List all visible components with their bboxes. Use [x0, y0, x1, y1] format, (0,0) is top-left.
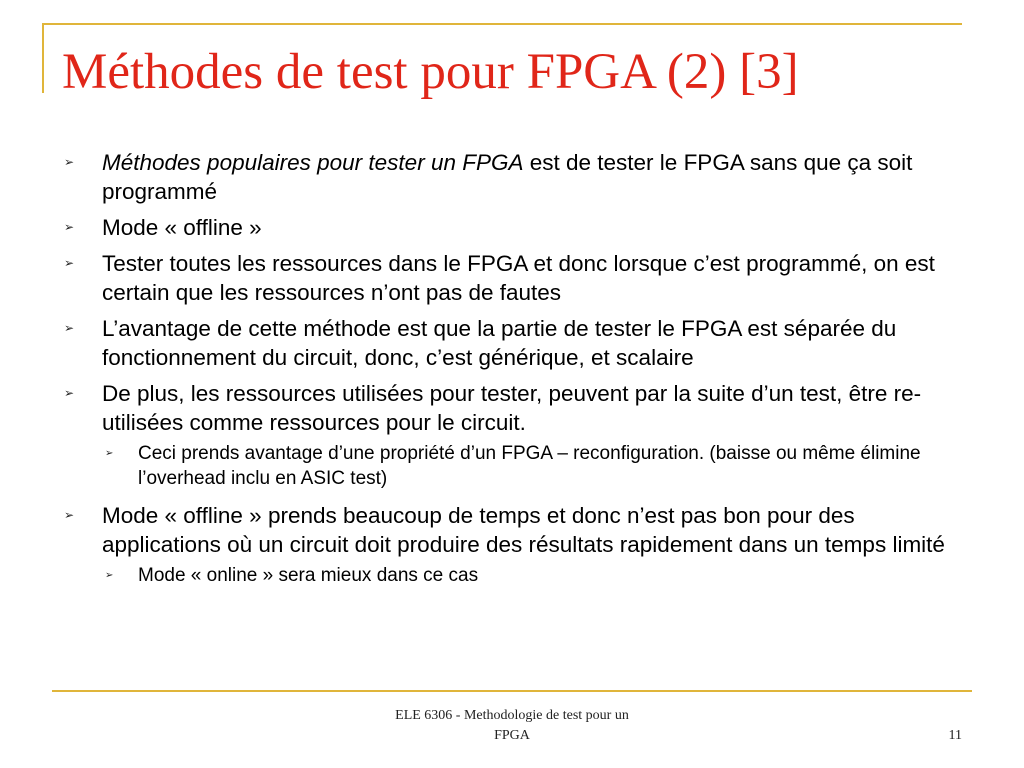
- footer-course-title: [352, 706, 672, 746]
- bullet-text: est de tester le FPGA sans que ça soit programmé: [102, 150, 913, 204]
- bullet-text: Tester toutes les ressources dans le FPGA et donc lorsque c’est programmé, on est certain que les ressources n’ont pas de fautes: [102, 251, 935, 305]
- bullet-italic-text: Méthodes populaires pour tester un FPGA: [102, 150, 524, 175]
- sub-bullet-text: Mode « online » sera mieux dans ce cas: [138, 565, 479, 586]
- bullet-item: [60, 314, 968, 372]
- bullet-item: [60, 249, 968, 307]
- left-accent-line: [42, 23, 44, 93]
- sub-bullet-text: Ceci prends avantage d’une propriété d’un FPGA – reconfiguration. (baisse ou même élimine l’overhead inclu en ASIC test): [138, 443, 921, 489]
- right-arrow-bullet-icon: ➢: [64, 220, 75, 234]
- bullet-text: De plus, les ressources utilisées pour tester, peuvent par la suite d’un test, être re-utilisées comme ressources pour le circuit.: [102, 381, 922, 435]
- slide-title: Méthodes de test pour FPGA (2) [3]: [62, 44, 799, 100]
- right-arrow-bullet-icon: ➢: [64, 321, 75, 335]
- page-number: 11: [948, 728, 962, 743]
- right-arrow-bullet-icon: ➢: [105, 570, 114, 581]
- sub-bullet-item: [60, 563, 968, 588]
- right-arrow-bullet-icon: ➢: [64, 386, 75, 400]
- bullet-text: L’avantage de cette méthode est que la partie de tester le FPGA est séparée du fonctionnement du circuit, donc, c’est générique, et scalaire: [102, 316, 897, 370]
- top-accent-line: [42, 23, 962, 25]
- right-arrow-bullet-icon: ➢: [64, 508, 75, 522]
- bullet-text: Mode « offline »: [102, 215, 262, 240]
- sub-bullet-item: [60, 441, 968, 491]
- bullet-item: [60, 501, 968, 559]
- right-arrow-bullet-icon: ➢: [64, 155, 75, 169]
- bullet-text: Mode « offline » prends beaucoup de temps et donc n’est pas bon pour des applications où un circuit doit produire des résultats rapidement dans un temps limité: [102, 503, 945, 557]
- bullet-item: [60, 213, 968, 242]
- right-arrow-bullet-icon: ➢: [64, 256, 75, 270]
- bullet-list: [60, 148, 968, 598]
- bullet-item: [60, 379, 968, 437]
- footer-course-line-2: FPGA: [494, 728, 530, 743]
- right-arrow-bullet-icon: ➢: [105, 448, 114, 459]
- footer-course-line-1: ELE 6306 - Methodologie de test pour un: [395, 708, 629, 723]
- footer-divider: [52, 690, 972, 692]
- bullet-item: [60, 148, 968, 206]
